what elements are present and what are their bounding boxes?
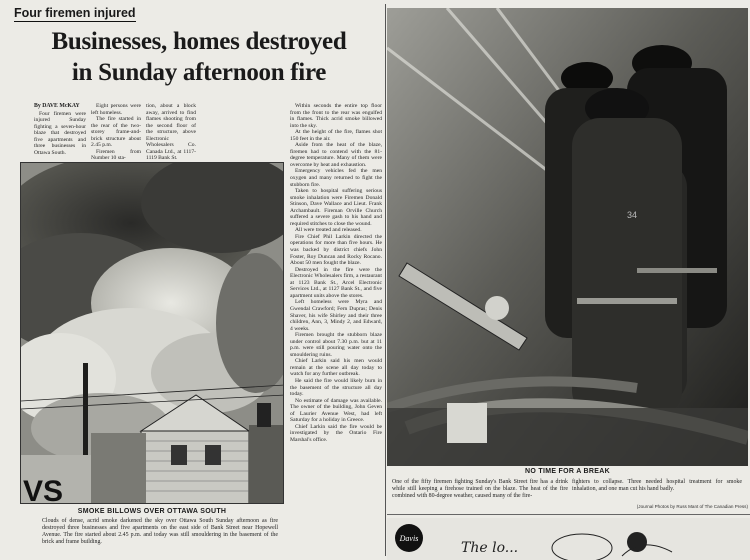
article-text: Eight persons were left homeless. [91,103,141,116]
headline-line-2: in Sunday afternoon fire [71,59,327,86]
article-text: Emergency vehicles fed the men oxygen and many returned to fight the stubborn fire. [290,168,382,188]
helmet-number: 34 [627,210,638,220]
article-text: Firemen brought the stubborn blaze under control about 7.30 p.m. but at 11 p.m. were still pouring water onto the smouldering ruins. [290,332,382,358]
article-text: Four firemen were injured Sunday fighting a seven-hour blaze that destroyed five apartments and three businesses in Ottawa South. [34,110,86,156]
article-text: Firemen from Number 10 sta- [91,148,141,162]
article-text: tion, about a block away, arrived to find flames shooting from the second floor of the structure, above Electronic Wholesalers Co. Canada Ltd., at 1117-1119 Bank St. [146,103,196,162]
column-rule [385,4,386,556]
article-text: Chief Larkin said the fire would be investigated by the Ontario Fire Marshal's office. [290,423,382,443]
ad-illustration [542,522,682,560]
article-text: The fire started in the rear of the two-storey frame-and-brick structure about 2.45 p.m. [91,116,141,149]
article-text: No estimate of damage was available. The owner of the building, John Geven of Laurier Avenue West, had left Saturday for a holiday in Greece. [290,397,382,424]
article-text: Fire Chief Phil Larkin directed the operations for more than five hours. He was backed by district chiefs John Foster, Roy Duncan and Rocky Rocano. About 50 men fought the blaze. [290,233,382,267]
headline [14,26,384,88]
photo-credit: (Journal Photos by Russ Mant of The Canadian Press) [636,504,748,509]
right-caption-title: NO TIME FOR A BREAK [525,468,610,475]
article-text: At the height of the fire, flames shot 150 feet in the air. [290,129,382,142]
storefront-sign: VS [23,475,64,504]
ad-rule [387,514,750,515]
article-column-2 [91,103,141,162]
left-caption-text: Clouds of dense, acrid smoke darkened the sky over Ottawa South Sunday afternoon as fire destroyed three businesses and five apartments on the east side of Bank Street near Hopewell Avenue. The fire started about 2.45 p.m. and today was still smouldering in the basement of the brick and frame building. [42,518,278,545]
article-text: Chief Larkin said his men would remain at the scene all day today to watch for any further outbreak. [290,358,382,378]
article-column-1 [34,103,86,156]
article-text: He said the fire would likely burn in the basement of the structure all day today. [290,377,382,398]
article-text: Aside from the heat of the blaze, firemen had to contend with the 81-degree temperature. Many of them were overcome by heat and exhaustion. [290,142,382,168]
ad-brand-logo: Davis [395,524,423,552]
article-column-4 [290,103,382,473]
article-text: All were treated and released. [295,227,362,234]
right-caption-col-2: fighters to collapse. Three needed hospital treatment for smoke inhalation, and one man cut his hand badly. [572,479,742,492]
article-text: Destroyed in the fire were the Electronic Wholesalers firm, a restaurant at 1123 Bank St., Arcel Electronic Services Ltd., at 1127 Bank St., and five apartment units above the stores. [290,266,382,299]
article-column-3 [146,103,196,162]
ad-script-text: The lo... [461,540,519,556]
article-text: Taken to hospital suffering serious smoke inhalation were Firemen Donald Stinson, Dave Wallace and Lieut. Frank Archambault. Fireman Orville Church suffered a severe gash to his hand and required stitches to close the wound. [290,188,382,227]
advertisement [387,518,750,560]
smoke-photo [20,162,284,504]
firemen-photo-image [387,8,748,466]
article-text: Left homeless were Myra and Gwendal Crawford; Fern Dupras; Denis Shaver, his wife Shirley and their three children, Ann, 3, Mindy 2, and Edward, 4 weeks. [290,299,382,332]
smoke-photo-image [21,163,284,504]
kicker: Four firemen injured [14,6,136,20]
firemen-photo [387,8,748,466]
right-caption-col-1: One of the fifty firemen fighting Sunday's Bank Street fire has a drink while still keeping a firehose trained on the blaze. The heat of the fire combined with 80-degree weather, caused many of the fire- [392,479,568,499]
byline: By DAVE McKAY [34,103,80,109]
left-caption-title: SMOKE BILLOWS OVER OTTAWA SOUTH [77,508,227,515]
article-text: Within seconds the entire top floor from the front to the rear was engulfed in flames. Thick acrid smoke billowed into the sky. [290,103,382,129]
headline-line-1: Businesses, homes destroyed [51,28,347,55]
